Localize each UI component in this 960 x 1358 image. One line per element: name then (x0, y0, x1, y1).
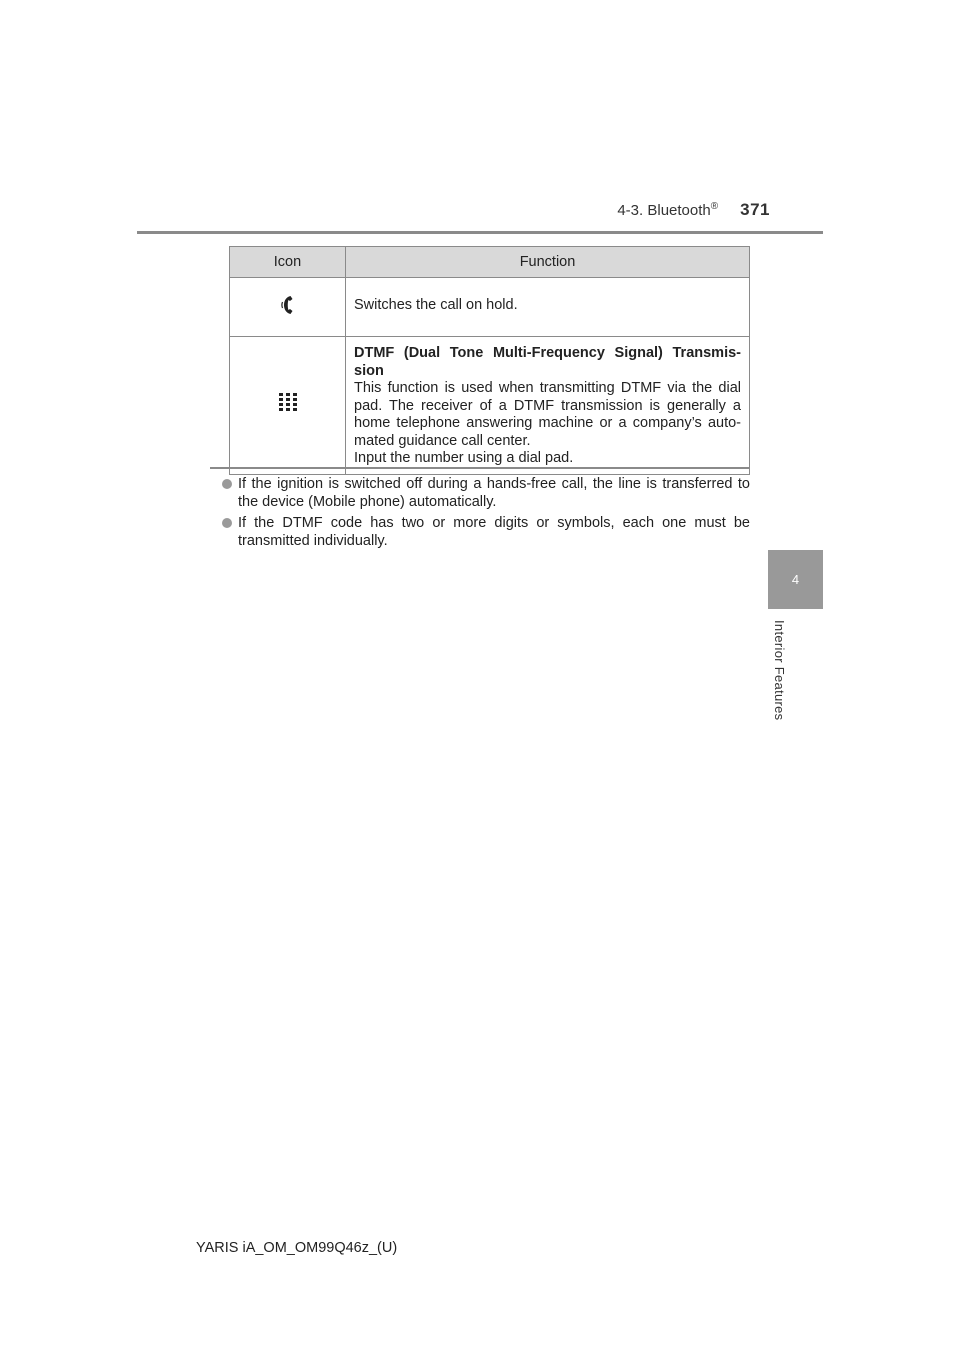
column-header-function: Function (346, 247, 750, 278)
document-code: YARIS iA_OM_OM99Q46z_(U) (196, 1240, 398, 1256)
bullet-icon (222, 518, 232, 528)
icon-cell (230, 337, 346, 475)
page-header (0, 200, 770, 220)
notes-list (222, 475, 750, 553)
list-item: If the ignition is switched off during a hands-free call, the line is transferred to the device (Mobile phone) automatically. (222, 475, 750, 511)
function-title: DTMF (Dual Tone Multi-Frequency Signal) Transmis-sion (354, 345, 741, 379)
chapter-label: Interior Features (772, 620, 787, 721)
function-description: This function is used when transmitting DTMF via the dial pad. The receiver of a DTMF transmission is generally a home telephone answering machine or a company’s auto-mated guidance call center. (354, 380, 741, 449)
dial-pad-icon (279, 393, 297, 413)
section-title: 4-3. Bluetooth® (617, 201, 719, 219)
function-instruction: Input the number using a dial pad. (354, 450, 574, 466)
icon-function-table (229, 246, 750, 475)
registered-mark: ® (710, 201, 719, 212)
table-row (230, 278, 750, 337)
bullet-icon (222, 479, 232, 489)
chapter-tab: 4 (768, 550, 823, 609)
column-header-icon: Icon (230, 247, 346, 278)
function-cell (346, 337, 750, 475)
page-number: 371 (740, 200, 770, 219)
icon-cell (230, 278, 346, 337)
header-rule (137, 231, 823, 234)
function-cell: Switches the call on hold. (346, 278, 750, 337)
table-row (230, 337, 750, 475)
notes-rule (210, 467, 750, 469)
list-item: If the DTMF code has two or more digits or symbols, each one must be transmitted individually. (222, 514, 750, 550)
phone-hold-icon (281, 294, 295, 316)
